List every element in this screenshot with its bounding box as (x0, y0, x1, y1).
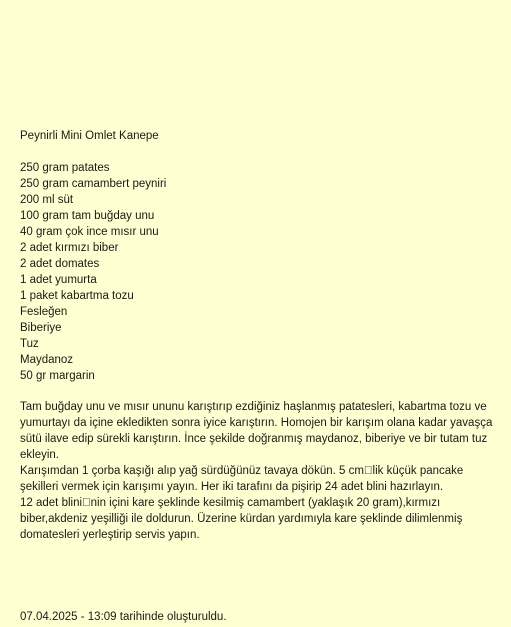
recipe-document (20, 128, 498, 543)
ingredient-item: 2 adet kırmızı biber (20, 242, 119, 254)
ingredient-item: 250 gram patates (20, 162, 110, 174)
created-timestamp: 07.04.2025 - 13:09 tarihinde oluşturuldu. (20, 611, 227, 623)
ingredient-item: 200 ml süt (20, 194, 74, 206)
recipe-title: Peynirli Mini Omlet Kanepe (20, 130, 159, 142)
ingredient-item: Tuz (20, 338, 39, 350)
ingredient-item: 40 gram çok ince mısır unu (20, 226, 159, 238)
instructions (20, 399, 498, 543)
instruction-paragraph: 12 adet blini nin içini kare şeklinde kesilmiş camambert (yaklaşık 20 gram),kırmızı biber,akdeniz yeşilliği ile doldurun. Üzerine kürdan yardımıyla kare şeklinde dilimlenmiş domatesleri yerleştirip servis yapın. (20, 497, 463, 541)
instruction-paragraph: Karışımdan 1 çorba kaşığı alıp yağ sürdüğünüz tavaya dökün. 5 cm lik küçük pancake şekilleri vermek için karışımı yayın. Her iki tarafını da pişirip 24 adet blini hazırlayın. (20, 465, 464, 493)
ingredient-item: Maydanoz (20, 354, 74, 366)
instruction-paragraph: Tam buğday unu ve mısır ununu karıştırıp ezdiğiniz haşlanmış patatesleri, kabartma tozu ve yumurtayı da içine ekledikten sonra iyice karıştırın. Homojen bir karışım olana kadar yavaşça sütü ilave edip sürekli karıştırın. İnce şekilde doğranmış maydanoz, biberiye ve bir tutam tuz ekleyin. (20, 401, 493, 461)
ingredient-item: 1 paket kabartma tozu (20, 290, 134, 302)
ingredient-item: 250 gram camambert peyniri (20, 178, 167, 190)
ingredient-item: Fesleğen (20, 306, 68, 318)
ingredient-item: 50 gr margarin (20, 370, 95, 382)
ingredient-item: 1 adet yumurta (20, 274, 97, 286)
ingredient-item: 2 adet domates (20, 258, 100, 270)
ingredient-item: Biberiye (20, 322, 62, 334)
ingredient-item: 100 gram tam buğday unu (20, 210, 155, 222)
ingredient-list (20, 160, 498, 384)
